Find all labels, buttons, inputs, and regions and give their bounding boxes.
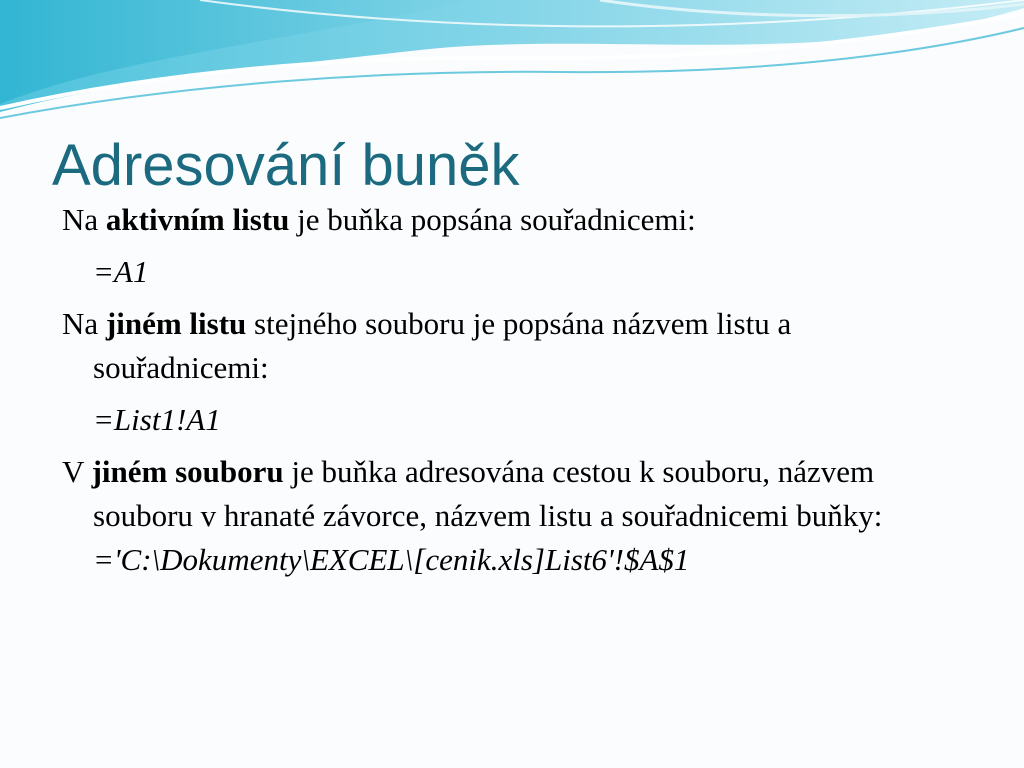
paragraph-text: Na: [62, 306, 106, 341]
paragraph-text: Na: [62, 202, 106, 237]
paragraph-other-sheet: [62, 302, 962, 390]
paragraph-text: V: [62, 454, 92, 489]
formula-example: ='C:\Dokumenty\EXCEL\[cenik.xls]List6'!$A$1: [93, 542, 690, 577]
header-wave-decoration: [0, 0, 1024, 125]
paragraph-emphasis: aktivním listu: [105, 202, 290, 237]
paragraph-other-file: [62, 450, 962, 538]
formula-example: =A1: [93, 254, 149, 289]
paragraph-text: stejného souboru je popsána názvem listu a souřadnicemi:: [93, 306, 792, 385]
paragraph-emphasis: jiném souboru: [91, 454, 284, 489]
slide-title: Adresování buněk: [52, 133, 520, 198]
formula-example: =List1!A1: [93, 402, 221, 437]
paragraph-emphasis: jiném listu: [105, 306, 247, 341]
slide-body: [62, 198, 962, 582]
paragraph-text: je buňka adresována cestou k souboru, názvem souboru v hranaté závorce, názvem listu a souřadnicemi buňky:: [93, 454, 883, 533]
paragraph-text: je buňka popsána souřadnicemi:: [289, 202, 696, 237]
paragraph-active-sheet: [62, 198, 962, 242]
